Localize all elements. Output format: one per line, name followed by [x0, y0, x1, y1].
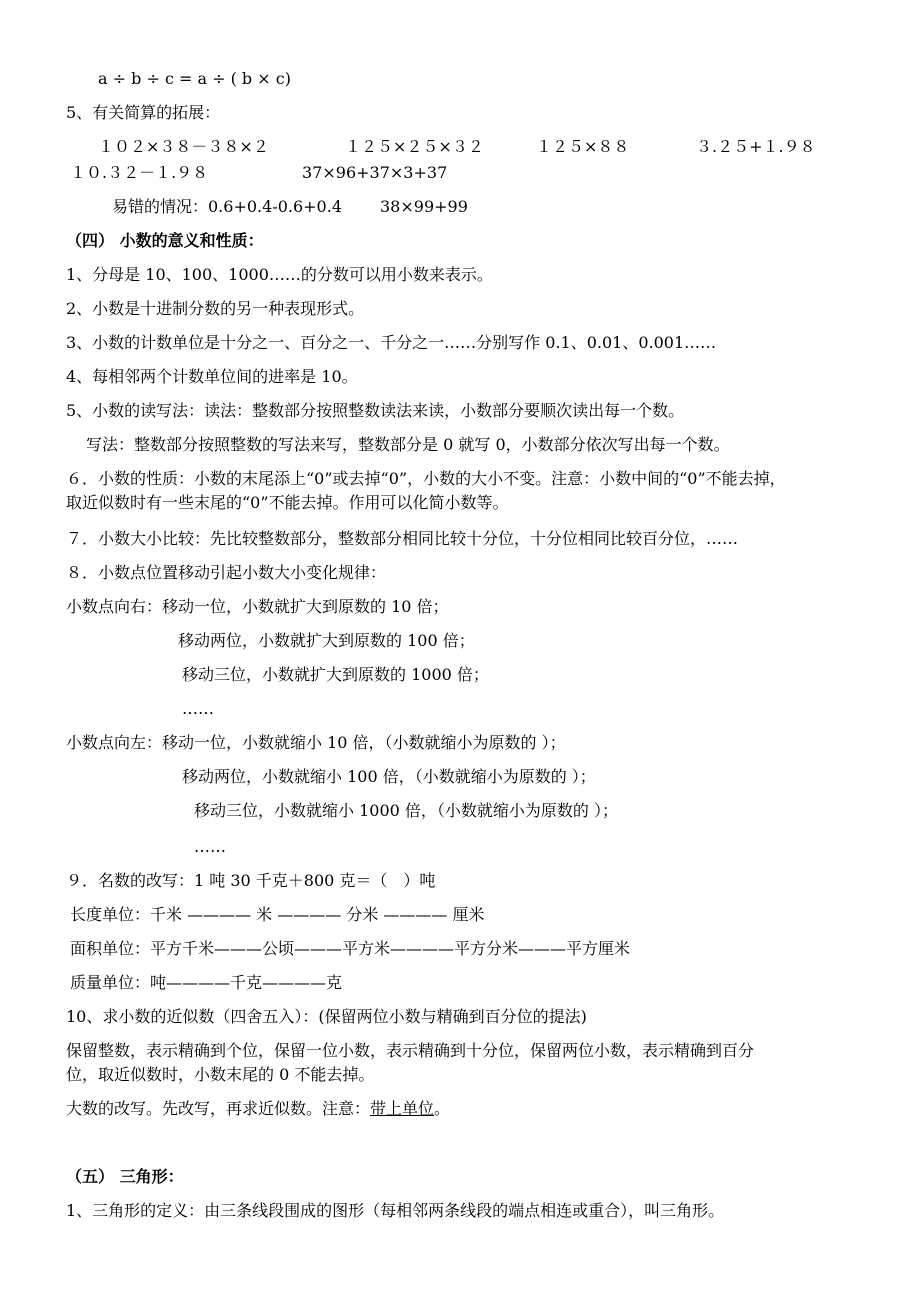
point-10-line2: 位，取近似数时，小数末尾的 0 不能去掉。	[66, 1065, 375, 1084]
point-6-line1: ６．小数的性质：小数的末尾添上“0”或去掉“0”，小数的大小不变。注意：小数中间的“0”不能去掉，	[66, 469, 786, 488]
point-2: 2、小数是十进制分数的另一种表现形式。	[66, 299, 365, 318]
exercise-6: 37×96+37×3+37	[302, 163, 448, 182]
point-5: 5、小数的读写法：读法：整数部分按照整数读法来读，小数部分要顺次读出每一个数。	[66, 401, 685, 420]
exercise-3: １２５×８８	[536, 137, 630, 156]
move-right-2: 移动两位，小数就扩大到原数的 100 倍；	[178, 631, 475, 650]
move-left-ellipsis: ……	[194, 837, 226, 856]
area-units: 面积单位：平方千米———公顷———平方米————平方分米———平方厘米	[70, 939, 631, 958]
point-9: ９．名数的改写：1 吨 30 千克＋800 克＝（ ）吨	[66, 871, 436, 890]
point-4: 4、每相邻两个计数单位间的进率是 10。	[66, 367, 358, 386]
section-4-heading: （四） 小数的意义和性质：	[66, 231, 264, 250]
mass-units: 质量单位：吨————千克————克	[70, 973, 343, 992]
point-5-writing: 写法：整数部分按照整数的写法来写，整数部分是 0 就写 0，小数部分依次写出每一个数。	[86, 435, 730, 454]
exercise-4: ３.２５+１.９８	[696, 137, 816, 156]
move-left-2: 移动两位，小数就缩小 100 倍，（小数就缩小为原数的 ）；	[182, 767, 596, 786]
point-8: ８．小数点位置移动引起小数大小变化规律：	[66, 563, 387, 582]
underlined-note: 带上单位	[370, 1099, 435, 1118]
move-left-1: 小数点向左：移动一位，小数就缩小 10 倍，（小数就缩小为原数的 ）；	[66, 733, 566, 752]
large-number-text: 大数的改写。先改写，再求近似数。注意：	[66, 1099, 371, 1118]
move-left-3: 移动三位，小数就缩小 1000 倍，（小数就缩小为原数的 ）；	[194, 801, 618, 820]
point-10: 10、求小数的近似数（四舍五入）：(保留两位小数与精确到百分位的提法)	[66, 1007, 587, 1026]
section-5-heading: （五） 三角形：	[66, 1167, 184, 1186]
period: 。	[434, 1099, 451, 1118]
error-prone-case-2: 38×99+99	[380, 197, 468, 216]
error-prone-cases: 易错的情况：0.6+0.4-0.6+0.4	[112, 197, 343, 216]
formula-line: a ÷ b ÷ c = a ÷ ( b × c)	[98, 69, 291, 88]
point-6-line2: 取近似数时有一些末尾的“0”不能去掉。作用可以化简小数等。	[66, 493, 509, 512]
point-3: 3、小数的计数单位是十分之一、百分之一、千分之一……分别写作 0.1、0.01、0.001……	[66, 333, 717, 352]
item-5-heading: 5、有关简算的拓展：	[66, 103, 221, 122]
point-10-line1: 保留整数，表示精确到个位，保留一位小数，表示精确到十分位，保留两位小数，表示精确到百分	[66, 1041, 755, 1060]
point-7: ７．小数大小比较：先比较整数部分，整数部分相同比较十分位，十分位相同比较百分位，……	[66, 529, 739, 548]
length-units: 长度单位：千米 ———— 米 ———— 分米 ———— 厘米	[70, 905, 485, 924]
triangle-definition: 1、三角形的定义：由三条线段围成的图形（每相邻两条线段的端点相连或重合），叫三角形。	[66, 1201, 725, 1220]
move-right-1: 小数点向右：移动一位，小数就扩大到原数的 10 倍；	[66, 597, 449, 616]
move-right-3: 移动三位，小数就扩大到原数的 1000 倍；	[182, 665, 489, 684]
move-right-ellipsis: ……	[182, 699, 214, 718]
exercise-1: １０２×３８－３８×２	[98, 137, 269, 156]
large-number-rewrite	[66, 1098, 450, 1120]
exercise-5: １０.３２－１.９８	[70, 163, 209, 182]
point-1: 1、分母是 10、100、1000……的分数可以用小数来表示。	[66, 265, 493, 284]
exercise-2: １２５×２５×３２	[345, 137, 484, 156]
